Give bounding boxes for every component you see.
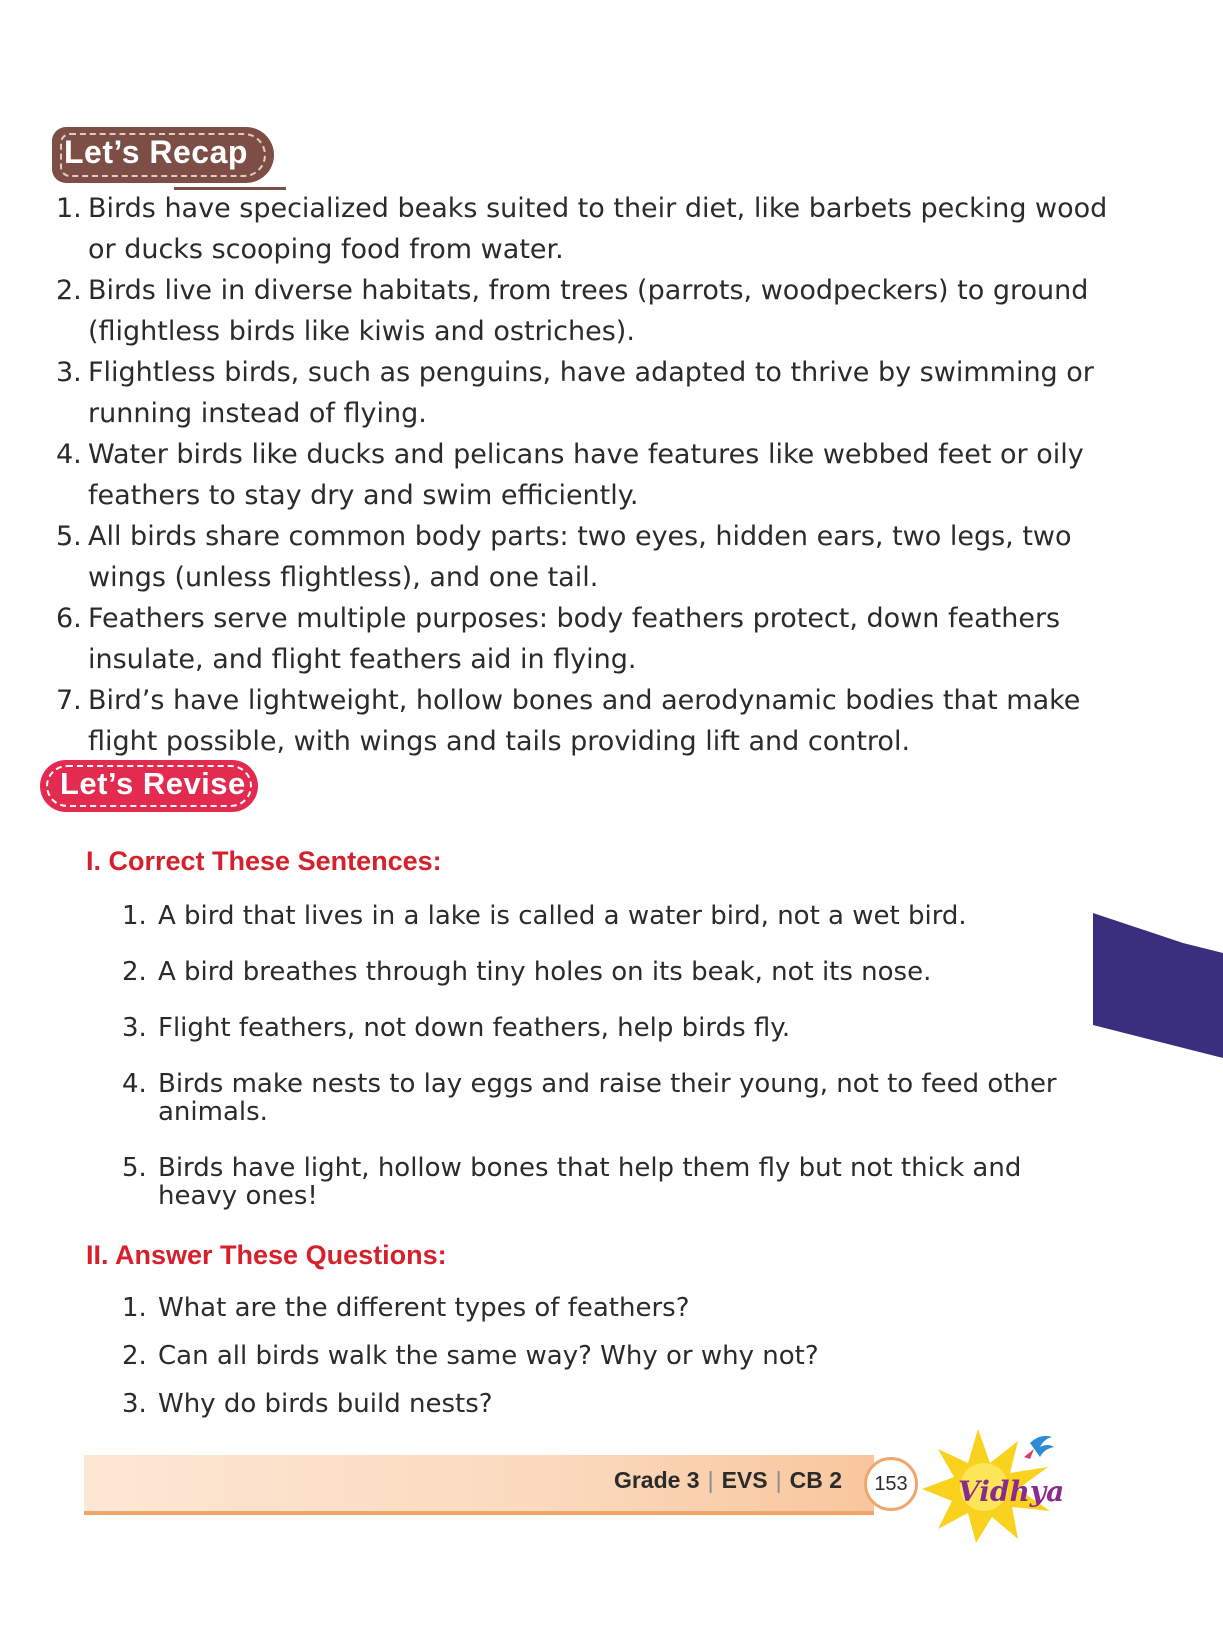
footer-separator: | (707, 1467, 714, 1493)
answer-questions-heading: II. Answer These Questions: (86, 1240, 447, 1270)
question-item (122, 1294, 1102, 1322)
sentence-number: 2. (122, 957, 147, 987)
recap-item (56, 188, 1136, 270)
recap-item-text: Feathers serve multiple purposes: body feathers protect, down feathers insulate, and flight feathers aid in flying. (88, 603, 1061, 675)
sentence-number: 4. (122, 1069, 147, 1099)
question-number: 2. (122, 1341, 147, 1371)
recap-item (56, 434, 1136, 516)
sentence-item (122, 1154, 1102, 1210)
recap-item-text: Bird’s have lightweight, hollow bones and aerodynamic bodies that make flight possible, with wings and tails providing lift and control. (88, 685, 1081, 757)
question-item (122, 1342, 1102, 1370)
recap-item-number: 4. (56, 439, 82, 470)
recap-item-text: Flightless birds, such as penguins, have adapted to thrive by swimming or running instead of flying. (88, 357, 1094, 429)
footer-separator: | (775, 1467, 782, 1493)
question-text: Why do birds build nests? (158, 1389, 493, 1419)
recap-item (56, 598, 1136, 680)
footer-text (614, 1467, 842, 1494)
footer-bar (84, 1455, 874, 1515)
sentence-item (122, 1070, 1102, 1126)
recap-item-number: 6. (56, 603, 82, 634)
recap-item-number: 3. (56, 357, 82, 388)
sentence-item (122, 902, 1102, 930)
recap-title: Let’s Recap (64, 134, 248, 170)
question-number: 3. (122, 1389, 147, 1419)
recap-list (56, 188, 1136, 762)
sentence-item (122, 958, 1102, 986)
answer-questions-list (122, 1294, 1102, 1418)
footer-subject: EVS (721, 1467, 768, 1493)
correct-sentences-list (122, 902, 1102, 1210)
sentence-text: Birds make nests to lay eggs and raise their young, not to feed other animals. (158, 1069, 1057, 1127)
recap-item-text: All birds share common body parts: two eyes, hidden ears, two legs, two wings (unless flightless), and one tail. (88, 521, 1072, 593)
sentence-text: A bird breathes through tiny holes on its beak, not its nose. (158, 957, 932, 987)
recap-item-number: 1. (56, 193, 82, 224)
bird-icon (1024, 1436, 1054, 1459)
recap-item-number: 5. (56, 521, 82, 552)
sentence-item (122, 1014, 1102, 1042)
recap-item (56, 270, 1136, 352)
recap-item (56, 680, 1136, 762)
question-item (122, 1390, 1102, 1418)
footer-grade: Grade 3 (613, 1467, 700, 1493)
recap-item-number: 7. (56, 685, 82, 716)
recap-item-number: 2. (56, 275, 82, 306)
page-number: 153 (864, 1457, 918, 1511)
sentence-number: 5. (122, 1153, 147, 1183)
question-text: What are the different types of feathers? (158, 1293, 690, 1323)
vidhya-logo (918, 1425, 1090, 1545)
recap-item-text: Birds live in diverse habitats, from trees (parrots, woodpeckers) to ground (flightless birds like kiwis and ostriches). (88, 275, 1089, 347)
recap-item (56, 352, 1136, 434)
recap-item (56, 516, 1136, 598)
question-number: 1. (122, 1293, 147, 1323)
recap-item-text: Water birds like ducks and pelicans have features like webbed feet or oily feathers to stay dry and swim efficiently. (88, 439, 1084, 511)
revise-section-tag (40, 760, 258, 812)
recap-section-tag (52, 127, 274, 183)
logo-text: Vidhya (958, 1475, 1065, 1508)
revise-title: Let’s Revise (60, 766, 246, 801)
correct-sentences-heading: I. Correct These Sentences: (86, 846, 442, 876)
footer-book: CB 2 (789, 1467, 842, 1493)
sentence-number: 1. (122, 901, 147, 931)
question-text: Can all birds walk the same way? Why or why not? (158, 1341, 819, 1371)
sentence-text: Birds have light, hollow bones that help them fly but not thick and heavy ones! (158, 1153, 1022, 1211)
sentence-text: Flight feathers, not down feathers, help birds fly. (158, 1013, 791, 1043)
sentence-text: A bird that lives in a lake is called a water bird, not a wet bird. (158, 901, 967, 931)
recap-item-text: Birds have specialized beaks suited to their diet, like barbets pecking wood or ducks scooping food from water. (88, 193, 1108, 265)
sentence-number: 3. (122, 1013, 147, 1043)
chapter-side-tab (1093, 913, 1223, 1058)
